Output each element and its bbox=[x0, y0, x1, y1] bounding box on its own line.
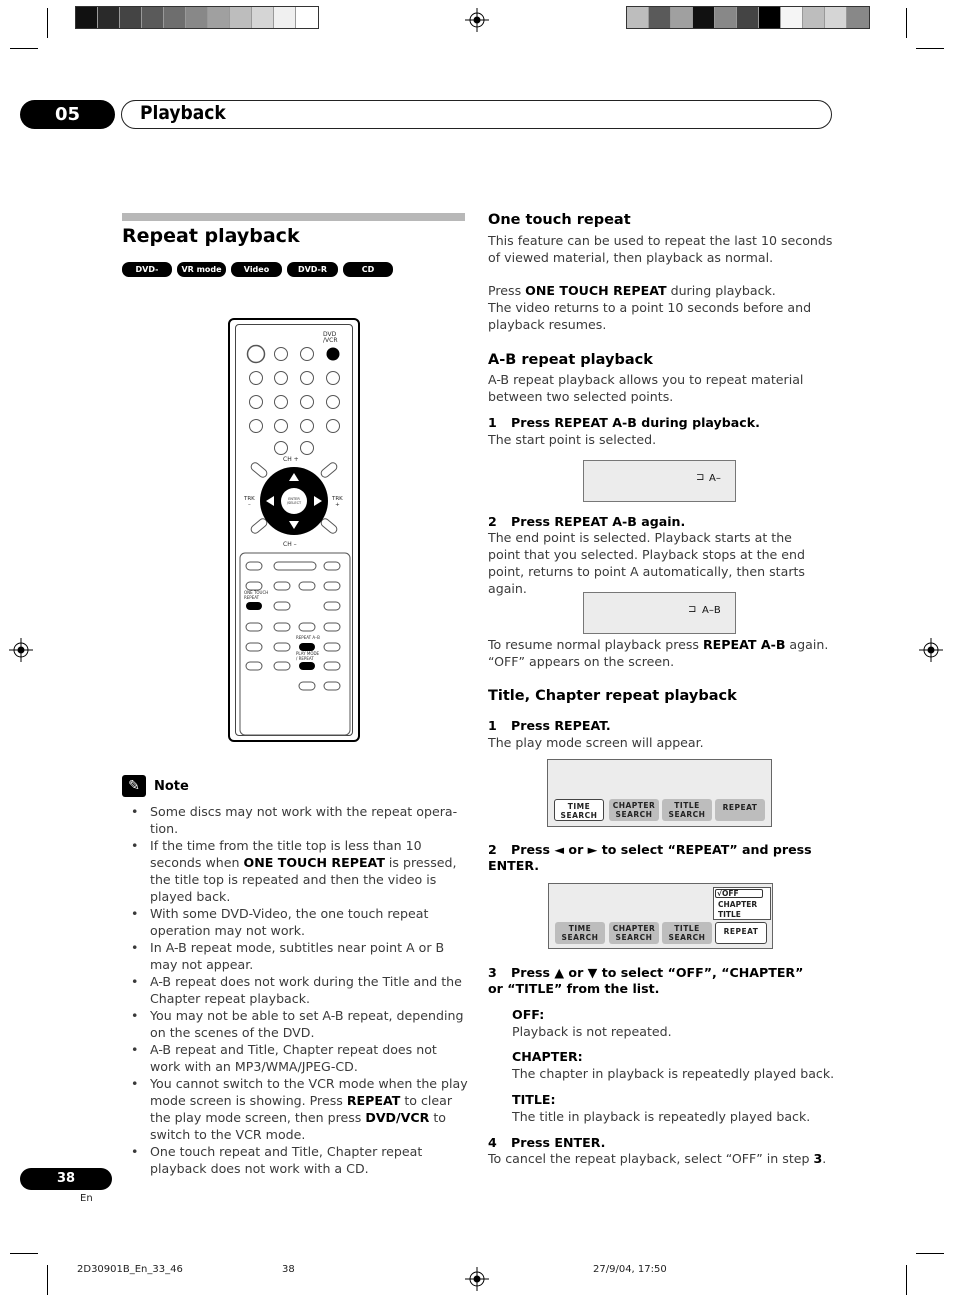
grey-swatch-left bbox=[75, 6, 319, 29]
repeat-option-title: TITLE bbox=[718, 910, 741, 919]
note-heading bbox=[122, 775, 189, 797]
ab-step-2-result: The end point is selected. Playback starts at the point that you selected. Playback stops at the end point, returns to point A automatically, then starts again. bbox=[488, 530, 806, 596]
section-rule bbox=[122, 213, 465, 221]
one-touch-intro: This feature can be used to repeat the last 10 seconds of viewed material, then playback as normal. bbox=[488, 233, 833, 265]
print-timestamp: 27/9/04, 17:50 bbox=[593, 1264, 667, 1275]
option-chapter-term: CHAPTER: bbox=[512, 1049, 583, 1064]
menu-time-search: TIME SEARCH bbox=[554, 799, 604, 821]
section-title: Repeat playback bbox=[122, 225, 300, 247]
chapter-title-bar bbox=[121, 100, 832, 129]
one-touch-result: The video returns to a point 10 seconds before and playback resumes. bbox=[488, 300, 812, 332]
menu-time-search: TIME SEARCH bbox=[555, 922, 605, 944]
one-touch-press: Press ONE TOUCH REPEAT during playback. bbox=[488, 283, 776, 298]
chapter-number: 05 bbox=[20, 100, 115, 129]
chapter-title: Playback bbox=[140, 102, 226, 124]
note-item: • A-B repeat does not work during the Title and the Chapter repeat playback. bbox=[131, 973, 468, 1007]
option-title-desc: The title in playback is repeatedly played back. bbox=[512, 1109, 811, 1124]
ch-minus-label: CH – bbox=[283, 541, 297, 548]
tc-cancel-note: To cancel the repeat playback, select “OFF” in step 3. bbox=[488, 1151, 827, 1166]
language-code: En bbox=[80, 1193, 93, 1204]
ab-step-1: 1 Press REPEAT A-B during playback. bbox=[488, 415, 760, 430]
repeat-option-off: √OFF bbox=[715, 889, 763, 898]
ab-intro: A-B repeat playback allows you to repeat material between two selected points. bbox=[488, 372, 804, 404]
registration-mark-left bbox=[9, 638, 33, 662]
ab-heading: A-B repeat playback bbox=[488, 352, 653, 368]
remote-buttons bbox=[230, 320, 362, 744]
menu-chapter-search: CHAPTER SEARCH bbox=[609, 799, 659, 821]
grey-swatch-right bbox=[626, 6, 870, 29]
doc-code: 2D30901B_En_33_46 bbox=[77, 1264, 183, 1275]
repeat-option-list bbox=[713, 887, 771, 920]
registration-mark-right bbox=[919, 638, 943, 662]
note-item: • One touch repeat and Title, Chapter repeat playback does not work with a CD. bbox=[131, 1143, 468, 1177]
play-mode-label: PLAY MODE / REPEAT bbox=[296, 651, 320, 661]
page-number: 38 bbox=[20, 1168, 112, 1190]
menu-chapter-search: CHAPTER SEARCH bbox=[609, 922, 659, 944]
registration-mark-bottom bbox=[465, 1267, 489, 1291]
play-mode-screen bbox=[547, 759, 772, 827]
trk-minus-label: TRK – bbox=[244, 496, 255, 508]
note-item: • You may not be able to set A-B repeat, depending on the scenes of the DVD. bbox=[131, 1007, 468, 1041]
doc-page: 38 bbox=[282, 1264, 295, 1275]
ab-step-1-result: The start point is selected. bbox=[488, 432, 657, 447]
note-item: • With some DVD-Video, the one touch repeat operation may not work. bbox=[131, 905, 468, 939]
osd-ab-label: A–B bbox=[702, 605, 721, 616]
menu-repeat: REPEAT bbox=[715, 799, 765, 821]
tc-step-1: 1 Press REPEAT. bbox=[488, 718, 611, 733]
ab-off-note: “OFF” appears on the screen. bbox=[488, 654, 675, 669]
note-item: • Some discs may not work with the repeat opera-tion. bbox=[131, 803, 468, 837]
ch-plus-label: CH + bbox=[283, 456, 299, 463]
remote-control-illustration bbox=[228, 318, 360, 742]
tc-step-4: 4 Press ENTER. bbox=[488, 1135, 606, 1150]
option-title-term: TITLE: bbox=[512, 1092, 556, 1107]
menu-title-search: TITLE SEARCH bbox=[662, 799, 712, 821]
tc-step-1-result: The play mode screen will appear. bbox=[488, 735, 704, 750]
dvd-vcr-label: DVD /VCR bbox=[323, 331, 338, 344]
osd-a-label: A– bbox=[709, 473, 721, 484]
tc-step-3: 3 Press ▲ or ▼ to select “OFF”, “CHAPTER” or “TITLE” from the list. bbox=[488, 965, 804, 996]
note-item: • In A-B repeat mode, subtitles near point A or B may not appear. bbox=[131, 939, 468, 973]
disc-type-badges bbox=[122, 262, 393, 289]
menu-title-search: TITLE SEARCH bbox=[662, 922, 712, 944]
enter-label: ENTER /SELECT bbox=[286, 497, 302, 505]
note-label: Note bbox=[154, 778, 189, 794]
menu-repeat: REPEAT bbox=[715, 922, 767, 944]
repeat-ab-label: REPEAT A–B bbox=[296, 635, 320, 640]
osd-screen-ab bbox=[583, 592, 736, 634]
note-list bbox=[131, 803, 468, 1177]
play-mode-screen-repeat-list bbox=[548, 883, 773, 949]
tc-step-2: 2 Press ◄ or ► to select “REPEAT” and press ENTER. bbox=[488, 842, 812, 873]
one-touch-heading: One touch repeat bbox=[488, 212, 631, 228]
option-off-desc: Playback is not repeated. bbox=[512, 1024, 672, 1039]
osd-screen-a bbox=[583, 460, 736, 502]
trk-plus-label: TRK + bbox=[332, 496, 343, 508]
note-item: • You cannot switch to the VCR mode when the play mode screen is showing. Press REPEAT to clear the play mode screen, then press DVD/VCR to switch to the VCR mode. bbox=[131, 1075, 468, 1143]
osd-repeat-icon: ⊐ bbox=[696, 472, 705, 483]
note-item: • A-B repeat and Title, Chapter repeat does not work with an MP3/WMA/JPEG-CD. bbox=[131, 1041, 468, 1075]
osd-repeat-icon: ⊐ bbox=[688, 604, 697, 615]
title-chapter-heading: Title, Chapter repeat playback bbox=[488, 688, 737, 704]
option-chapter-desc: The chapter in playback is repeatedly played back. bbox=[512, 1066, 835, 1081]
badge-vr-mode: VR mode bbox=[177, 262, 226, 277]
badge-cd: CD bbox=[343, 262, 393, 277]
ab-step-2: 2 Press REPEAT A-B again. bbox=[488, 514, 686, 529]
note-item: • If the time from the title top is less than 10 seconds when ONE TOUCH REPEAT is pressed, the title top is repeated and then the video is played back. bbox=[131, 837, 468, 905]
badge-video-mode: Video mode bbox=[231, 262, 282, 277]
ab-resume: To resume normal playback press REPEAT A-B again. bbox=[488, 637, 829, 652]
badge-dvd-r: DVD-R bbox=[287, 262, 338, 277]
registration-mark-top bbox=[465, 8, 489, 32]
pencil-note-icon: ✎ bbox=[122, 775, 146, 797]
option-off-term: OFF: bbox=[512, 1007, 545, 1022]
badge-dvd-video: DVD-Video bbox=[122, 262, 172, 277]
one-touch-repeat-label: ONE TOUCH REPEAT bbox=[244, 590, 269, 600]
repeat-option-chapter: CHAPTER bbox=[718, 900, 758, 909]
